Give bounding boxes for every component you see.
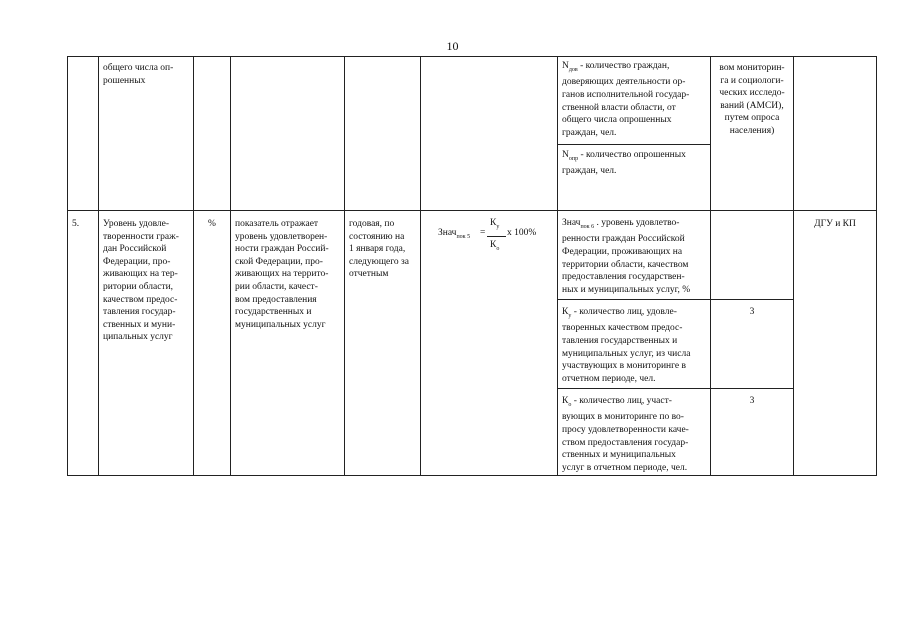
variable-n-opr: $N_{опр}$ - количество опрошенных граждан, чел. (562, 150, 686, 177)
method-continued: вом мониторин- га и социологи- ческих исследо- ваний (АМСИ), путем опроса населения) (719, 63, 785, 136)
ky-method-code: 3 (749, 307, 755, 317)
fraction-bar (487, 236, 506, 237)
unit: % (208, 219, 216, 229)
formula-lhs: Знач$_{пок 5}$ (438, 228, 471, 240)
indicator-name: Уровень удовле- творенности граж- дан Российской Федерации, про- живающих на тер- ритории области, качеством предос- тавления государ- ственных и муни- ципальных услуг (103, 219, 179, 343)
ko-method-code: 3 (749, 396, 755, 406)
formula-numerator: $К_у$ (490, 218, 500, 230)
responsible-body: ДГУ и КП (814, 219, 856, 229)
formula-denominator: $К_о$ (490, 240, 500, 252)
row-number: 5. (72, 219, 80, 229)
periodicity: годовая, по состоянию на 1 января года, следующего за отчетным (349, 219, 410, 280)
page-number: 10 (446, 39, 459, 53)
variable-n-dov: $N_{дов}$ - количество граждан, доверяющих деятельности ор- ганов исполнительной государ- ственной власти области, от общего числа опрошенных граждан, чел. (562, 61, 690, 138)
indicator-definition: показатель отражает уровень удовлетворен- ности граждан Россий- ской Федерации, про- живающих на террито- рии области, качест- вом предоставления государственных и муниципальных услуг (235, 219, 329, 330)
variable-znach: Знач$_{пок 6}$ . уровень удовлетво- ренности граждан Российской Федерации, проживающих на территории области, качеством предоставления государствен- ных и муниципальных услуг, % (562, 218, 691, 295)
variable-ko: $К_о$ - количество лиц, участ- вующих в мониторинге по во- просу удовлетворенности каче- ством предоставления государ- ственных и муниципальных услуг в отчетном периоде, чел. (562, 396, 689, 473)
formula-equals: = (480, 228, 486, 238)
variable-ky: $К_у$ - количество лиц, удовле- творенных качеством предос- тавления государственных и муниципальных услуг, из числа участвующих в мониторинге в отчетном периоде, чел. (562, 307, 691, 384)
formula-multiplier: х 100% (507, 228, 537, 238)
indicator-name-continued: общего числа оп- рошенных (103, 63, 174, 86)
